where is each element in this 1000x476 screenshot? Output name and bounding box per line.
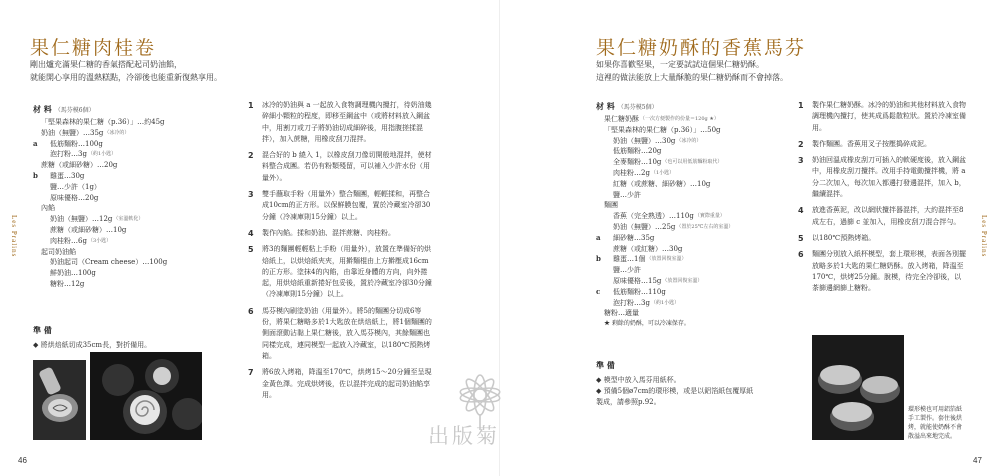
ingredient-row xyxy=(596,157,733,168)
materials-heading xyxy=(33,104,95,115)
step-text: 冰冷的奶油與 a 一起放入食物調理機內攪打，待奶油幾碎細小顆粒的程度，即移至鋼盆中（或將材料放入鋼盆中，用割刀或刀子將奶油切成細碎後，用指腹搓揉混拌），加入蔗糖，用橡皮刮刀混拌。 xyxy=(262,101,432,143)
step-list xyxy=(798,100,966,299)
ingredient-text: 低筋麵粉…100g xyxy=(50,139,103,148)
step-item xyxy=(798,205,966,228)
ingredient-text: 細砂糖…35g xyxy=(613,233,655,242)
ingredient-row xyxy=(33,182,167,193)
muffin-rings-photo xyxy=(812,335,904,440)
caption-line: 散溢出來地完成。 xyxy=(908,433,957,440)
step-number: 3 xyxy=(248,190,254,200)
recipe-intro xyxy=(30,58,290,84)
step-item xyxy=(248,189,433,223)
ingredient-text: 原味優格…20g xyxy=(50,193,99,202)
recipe-title: 果仁糖奶酥的香蕉馬芬 xyxy=(596,37,807,59)
step-list xyxy=(248,100,433,406)
ingredient-row xyxy=(33,149,167,160)
ingredient-row xyxy=(33,193,167,204)
ingredient-text: 奶油（無鹽）…12g xyxy=(50,215,113,224)
step-text: 將3的麵團輕輕粘上手粉（用量外），放置在準備好的烘焙紙上，以烘焙紙夾夾，用擀麵棍由上方擀壓成16cm的正方形。塗抹4的內餡，由靠近身體的方向，向外捲起，用烘焙紙重新捲好包妥後，置於冷藏室冷卻30分鐘（冷凍庫則15分鐘）以上。 xyxy=(262,245,432,299)
ingredient-row xyxy=(596,287,733,298)
step-number: 1 xyxy=(248,101,254,110)
prep-heading: 準 備 xyxy=(596,360,615,370)
prep-item: ◆ 模型中放入馬芬用紙杯。 xyxy=(596,376,681,384)
ingredient-text: 鹽…少許 xyxy=(613,266,641,275)
ingredient-text: 紅糖（或蔗糖、細砂糖）…10g xyxy=(613,179,711,188)
step-number: 1 xyxy=(798,101,804,110)
step-text: 雙手蘸取手粉（用量外）整合麵團，輕輕揉和，再整合成10cm的正方形。以保鮮膜包覆，置於冷藏室冷卻30分鐘（冷凍庫則15分鐘）以上。 xyxy=(262,190,431,221)
muffin-pan-rolls-photo xyxy=(90,352,202,440)
ingredient-note: （冰冷的） xyxy=(676,137,702,144)
ingredient-text: 肉桂粉…6g xyxy=(50,236,87,245)
ingredient-row xyxy=(596,146,733,157)
ingredient-text: 香蕉（完全熟透）…110g xyxy=(613,212,694,221)
intro-line: 就能開心享用的溫熱糕點，冷卻後也能重新復熱享用。 xyxy=(30,73,222,82)
ingredient-text: 低筋麵粉…110g xyxy=(613,287,666,296)
step-item xyxy=(248,306,433,362)
section-side-label: Les Pralins xyxy=(980,215,988,258)
ingredient-note: （室溫軟化） xyxy=(113,216,144,223)
ingredient-text: 糖粉…適量 xyxy=(604,309,639,318)
intro-line: 如果你喜歡堅果，一定要試試這個果仁糖奶酥。 xyxy=(596,60,764,69)
ingredient-group-marker: b xyxy=(33,170,38,180)
ingredient-text: 「堅果森林的果仁糖（p.36）」…約45g xyxy=(41,118,165,126)
ingredient-note: （放置回復室溫） xyxy=(646,256,687,263)
step-text: 馬芬模內刷塗奶油（用量外）。將5的麵團分切成6等份，將果仁糖略多於1大匙放在烘焙紙上，將1個麵團的側面滾動沾黏上果仁糖後，放入馬芬模內，其餘麵團也同樣完成，連同模型一起放入冷藏室，以180℃預熱烤箱。 xyxy=(262,306,432,360)
ingredient-text: 奶油（無鹽）…35g xyxy=(41,128,104,137)
step-number: 3 xyxy=(798,156,804,166)
ingredient-row xyxy=(33,160,167,171)
step-number: 5 xyxy=(248,245,254,255)
ingredient-text: 內餡 xyxy=(41,204,55,213)
ingredient-group-marker: b xyxy=(596,254,601,264)
ingredient-note: （實際重量） xyxy=(694,213,725,220)
ingredient-text: 奶油（無鹽）…30g xyxy=(613,136,676,145)
ingredient-row xyxy=(33,236,167,247)
publisher-watermark: 出版菊 xyxy=(428,424,500,448)
step-item xyxy=(798,100,966,134)
step-number: 6 xyxy=(798,250,804,260)
ingredient-text: 蔗糖（或紅糖）…30g xyxy=(613,244,683,253)
ingredient-row xyxy=(33,257,167,268)
ingredient-row xyxy=(33,279,167,290)
step-item xyxy=(798,249,966,294)
step-text: 製作麵團。香蕉用叉子按壓搗碎成泥。 xyxy=(812,139,931,148)
ingredient-row xyxy=(596,125,733,136)
prep-heading: 準 備 xyxy=(33,325,52,335)
step-number: 2 xyxy=(798,139,804,149)
ingredient-text: 鮮奶油…100g xyxy=(50,269,96,278)
recipe-intro xyxy=(596,58,856,84)
ingredient-group-marker: c xyxy=(596,286,601,296)
ingredient-row xyxy=(596,179,733,190)
ingredient-row xyxy=(33,139,167,150)
ingredient-note: （也可以用低筋麵粉取代） xyxy=(662,159,723,166)
step-item xyxy=(248,150,433,184)
ingredient-row xyxy=(596,319,733,330)
prep-list xyxy=(596,375,756,408)
ingredient-text: 鹽…少許（1g） xyxy=(50,182,101,191)
ingredient-text: 奶油起司（Cream cheese）…100g xyxy=(50,258,168,267)
page-number: 47 xyxy=(973,456,982,465)
materials-note: （馬芬模6個） xyxy=(54,107,95,114)
caption-line: 手工製作。套住後烘 xyxy=(908,415,963,422)
ingredient-list xyxy=(33,117,167,290)
ingredient-row xyxy=(596,168,733,179)
recipe-title: 果仁糖肉桂卷 xyxy=(30,37,157,59)
materials-label: 材 料 xyxy=(596,101,615,111)
ingredient-text: 糖粉…12g xyxy=(50,279,85,288)
ingredient-text: 蔗糖（或細砂糖）…10g xyxy=(50,225,127,234)
ingredient-row xyxy=(33,268,167,279)
caption-line: 環形模也可用鋁箔紙 xyxy=(908,406,963,413)
ingredient-group-marker: a xyxy=(596,232,601,242)
step-number: 6 xyxy=(248,306,254,316)
step-item xyxy=(798,233,966,244)
step-number: 7 xyxy=(248,368,254,378)
ingredient-text: 「堅果森林的果仁糖（p.36）」…50g xyxy=(604,125,721,134)
ingredient-note: （一次方便製作的份量＝120g ★） xyxy=(640,116,719,122)
ingredient-row xyxy=(33,225,167,236)
ingredient-note: （1小匙） xyxy=(650,169,675,176)
section-side-label: Les Pralins xyxy=(10,215,18,258)
ingredient-note: （3小匙） xyxy=(87,237,112,244)
ingredient-row xyxy=(33,171,167,182)
ingredient-row xyxy=(596,298,733,309)
ingredient-row xyxy=(596,265,733,276)
step-item xyxy=(798,155,966,200)
ingredient-row xyxy=(33,203,167,214)
step-text: 混合好的 b 繞入 1，以橡皮刮刀像切開般地混拌，使材料整合成團。若仍有粉類殘留，可以補入少許水份（用量外）。 xyxy=(262,151,432,182)
step-number: 4 xyxy=(248,228,254,238)
ingredient-text: 起司奶油餡 xyxy=(41,247,76,256)
step-text: 放進香蕉泥，改以網狀攪拌器混拌，大約混拌至8成左右，過篩 c 並加入，用橡皮刮刀混合拌勻。 xyxy=(812,206,964,226)
ingredient-row xyxy=(33,128,167,139)
ingredient-row xyxy=(596,136,733,147)
step-item xyxy=(248,244,433,300)
ingredient-text: 全麥麵粉…10g xyxy=(613,158,662,167)
ingredient-row xyxy=(596,200,733,211)
intro-line: 剛出爐充滿果仁糖的香氣搭配起司奶油餡， xyxy=(30,60,182,69)
ingredient-text: 低筋麵粉…20g xyxy=(613,147,662,156)
ingredient-text: 蔗糖（或細砂糖）…20g xyxy=(41,161,118,170)
ingredient-row xyxy=(596,114,733,125)
ingredient-row xyxy=(596,190,733,201)
step-number: 4 xyxy=(798,206,804,216)
ingredient-list xyxy=(596,114,733,330)
ingredient-row xyxy=(596,308,733,319)
step-text: 以180℃預熱烤箱。 xyxy=(812,233,876,242)
step-number: 5 xyxy=(798,233,804,243)
ingredient-text: 泡打粉…3g xyxy=(50,150,87,159)
rolling-dough-photo xyxy=(33,360,86,440)
ingredient-note: （冰冷的） xyxy=(104,129,130,136)
materials-label: 材 料 xyxy=(33,104,52,114)
ingredient-row xyxy=(596,244,733,255)
ingredient-row xyxy=(33,247,167,258)
step-item xyxy=(248,100,433,145)
ingredient-row xyxy=(596,233,733,244)
ingredient-text: 泡打粉…3g xyxy=(613,298,650,307)
ingredient-row xyxy=(596,211,733,222)
ingredient-text: 鹽…少許 xyxy=(613,190,641,199)
ingredient-text: 肉桂粉…2g xyxy=(613,168,650,177)
ingredient-group-marker: a xyxy=(33,138,38,148)
materials-heading xyxy=(596,101,658,112)
ingredient-note: （放置回復室溫） xyxy=(662,277,703,284)
caption-line: 烤，就能使奶酥不會 xyxy=(908,424,963,431)
ingredient-note: （置於25℃左右的室溫） xyxy=(676,223,734,230)
ingredient-text: 雞蛋…1個 xyxy=(613,255,646,264)
ingredient-row xyxy=(33,117,167,128)
photo-caption xyxy=(908,405,978,441)
step-item xyxy=(248,228,433,239)
ingredient-row xyxy=(596,222,733,233)
page-number: 46 xyxy=(18,456,27,465)
prep-list xyxy=(33,340,151,351)
ingredient-text: 麵團 xyxy=(604,201,618,210)
step-text: 將6放入烤箱，降溫至170℃，烘烤15～20分鐘至呈現金黃色澤。完成烘烤後，佐以混拌完成的起司奶油餡享用。 xyxy=(262,368,432,399)
intro-line: 這裡的做法能放上大量酥脆的果仁糖奶酥而不會掉落。 xyxy=(596,73,788,82)
step-text: 奶油回溫成橡皮刮刀可插入的軟硬度後，放入鋼盆中，用橡皮刮刀攪拌。改用手持電動攪拌機，將 a 分二次加入，每次加入都邊打發邊混拌，加入 b，繼續混拌。 xyxy=(812,156,966,199)
ingredient-text: 雞蛋…30g xyxy=(50,171,85,180)
prep-item: ◆ 將烘焙紙切成35cm長，對折備用。 xyxy=(33,341,152,349)
step-text: 製作內餡。揉和奶油、混拌蔗糖、肉桂粉。 xyxy=(262,228,395,237)
step-text: 麵團分別放入紙杯模型，套上環形模，表面各別擺放略多於1大匙的果仁糖奶酥。放入烤箱，降溫至170℃，烘烤25分鐘。脫模，待完全冷卻後，以茶篩邊網篩上糖粉。 xyxy=(812,250,966,293)
step-item xyxy=(248,367,433,401)
ingredient-note: （約1小匙） xyxy=(87,151,117,158)
flower-watermark-icon xyxy=(420,360,540,470)
ingredient-text: 奶油（無鹽）…25g xyxy=(613,222,676,231)
ingredient-text: 原味優格…15g xyxy=(613,276,662,285)
ingredient-note: （約1小匙） xyxy=(650,299,680,306)
ingredient-text: ★ 剩餘的奶酥，可以冷凍保存。 xyxy=(604,320,690,328)
ingredient-row xyxy=(596,276,733,287)
step-number: 2 xyxy=(248,151,254,161)
prep-item: ◆ 預備5個ø7cm的環形模，或是以鋁箔紙包覆厚紙製成，請參照p.92。 xyxy=(596,387,754,406)
materials-note: （馬芬模5個） xyxy=(617,104,658,111)
step-item xyxy=(798,139,966,150)
ingredient-row xyxy=(596,254,733,265)
ingredient-text: 果仁糖奶酥 xyxy=(604,115,639,123)
right-page xyxy=(500,0,1000,476)
ingredient-row xyxy=(33,214,167,225)
step-text: 製作果仁糖奶酥。冰冷的奶油和其他材料放入食物調理機內攪打，使其成爲鬆散粒狀。置於冷凍室備用。 xyxy=(812,101,966,132)
